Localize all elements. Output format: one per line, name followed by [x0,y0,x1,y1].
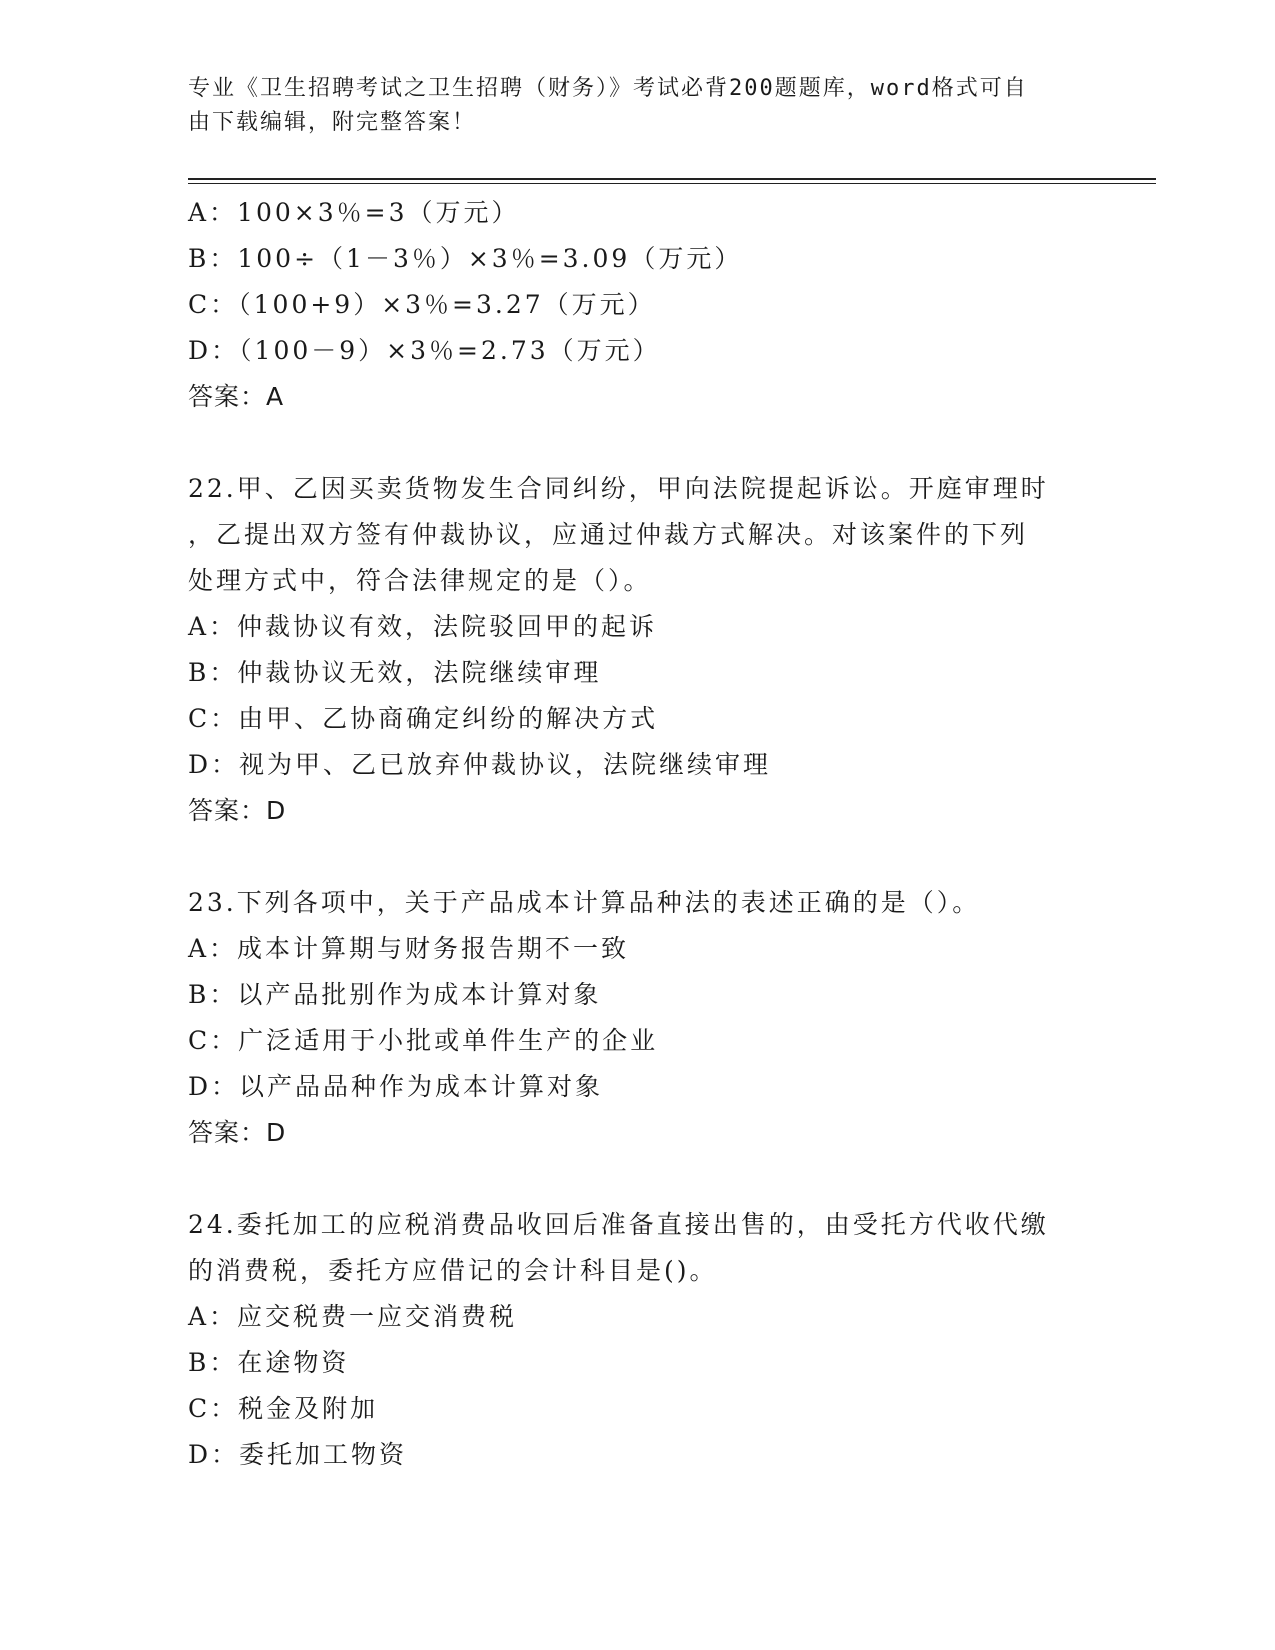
header-line-2: 由下载编辑，附完整答案！ [188,110,477,135]
header-divider [188,178,1156,184]
option-b: B：在途物资 [188,1348,350,1377]
question-24 [188,1202,1088,1478]
option-a: A：成本计算期与财务报告期不一致 [188,934,630,963]
question-text-line: 处理方式中，符合法律规定的是（）。 [188,566,652,595]
option-d: D：（100－9）×3％=2.73（万元） [188,336,661,365]
option-d: D：委托加工物资 [188,1440,408,1469]
option-c: C：由甲、乙协商确定纠纷的解决方式 [188,704,659,733]
option-a: A：100×3％=3（万元） [188,198,520,227]
option-b: B：仲裁协议无效，法院继续审理 [188,658,602,687]
answer: 答案：D [188,796,287,825]
question-text-line: ，乙提出双方签有仲裁协议，应通过仲裁方式解决。对该案件的下列 [188,520,1029,549]
header-line-1: 专业《卫生招聘考试之卫生招聘（财务）》考试必背200题题库，word格式可自 [188,76,1028,101]
answer: 答案：D [188,1118,287,1147]
question-text-line: 22.甲、乙因买卖货物发生合同纠纷，甲向法院提起诉讼。开庭审理时 [188,474,1049,503]
option-a: A：仲裁协议有效，法院驳回甲的起诉 [188,612,658,641]
question-23 [188,880,1088,1156]
option-c: C：税金及附加 [188,1394,379,1423]
option-c: C：（100+9）×3％=3.27（万元） [188,290,656,319]
option-c: C：广泛适用于小批或单件生产的企业 [188,1026,659,1055]
question-21 [188,190,1088,420]
page-header [188,72,1068,140]
option-b: B：以产品批别作为成本计算对象 [188,980,602,1009]
question-list [188,190,1088,1478]
option-a: A：应交税费一应交消费税 [188,1302,518,1331]
option-d: D：以产品品种作为成本计算对象 [188,1072,604,1101]
question-text-line: 23.下列各项中，关于产品成本计算品种法的表述正确的是（）。 [188,888,981,917]
option-d: D：视为甲、乙已放弃仲裁协议，法院继续审理 [188,750,772,779]
question-22 [188,466,1088,834]
question-text-line: 的消费税，委托方应借记的会计科目是()。 [188,1256,718,1285]
answer: 答案：A [188,382,285,411]
question-text-line: 24.委托加工的应税消费品收回后准备直接出售的，由受托方代收代缴 [188,1210,1049,1239]
option-b: B：100÷（1－3％）×3％=3.09（万元） [188,244,743,273]
